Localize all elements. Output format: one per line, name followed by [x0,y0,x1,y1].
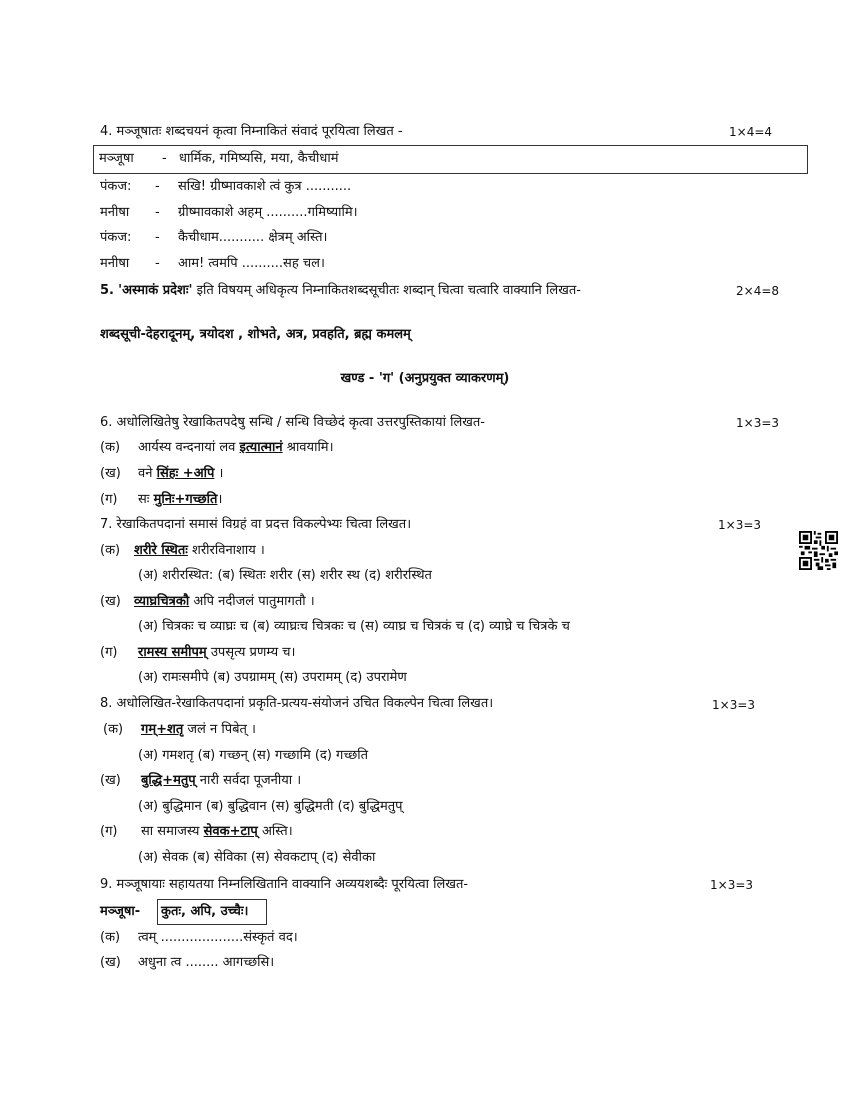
text-post: । [217,492,223,507]
question-text [138,644,295,662]
item-label: (ग) [100,824,118,839]
dialogue-text: कैचीधाम........... क्षेत्रम् अस्ति। [178,230,328,245]
options: (अ) सेवक (ब) सेविका (स) सेवकटाप् (द) सेवीका [138,850,376,865]
dialogue-speaker: मनीषा [100,205,130,220]
question-text [138,491,222,509]
q4-marks: 1×4=4 [729,125,773,139]
q5-wordlist: शब्दसूची-देहरादूनम्, त्रयोदश , शोभते, अत्र, प्रवहति, ब्रह्म कमलम् [100,327,411,342]
item-label: (क) [100,930,121,945]
item-label: (ख) [100,594,121,609]
item-label: (ख) [100,955,121,970]
underlined-word: बुद्धि+मतुप् [141,773,196,788]
question-text [141,823,293,841]
dialogue-text: सखि! ग्रीष्मावकाशे त्वं कुत्र ........... [178,179,352,194]
question-text: अधुना त्व ........ आगच्छसि। [138,955,275,970]
q4-word-box [93,145,808,174]
question-text [134,542,265,560]
q5-topic: 'अस्माकं प्रदेशः' [118,283,193,298]
dialogue-text: ग्रीष्मावकाशे अहम् ..........गमिष्यामि। [178,205,358,220]
item-label: (क) [100,440,121,455]
q8-marks: 1×3=3 [712,698,756,712]
q7-marks: 1×3=3 [718,518,762,532]
dialogue-dash: - [155,256,160,271]
underlined-word: व्याघ्रचित्रकौ [134,594,190,609]
q9-title: 9. मञ्जूषायाः सहायतया निम्नलिखितानि वाक्यानि अव्ययशब्दैः पूरयित्वा लिखत- [100,877,469,892]
underlined-word: गम्+शतृ [141,722,184,737]
q9-box-words: कुतः, अपि, उच्चैः। [161,904,249,919]
item-label: (ख) [100,773,121,788]
q7-title: 7. रेखाकितपदानां समासं विग्रहं वा प्रदत्त विकल्पेभ्यः चित्वा लिखत। [100,517,412,532]
q9-word-box [157,899,267,925]
question-text [138,439,334,457]
options: (अ) बुद्धिमान (ब) बुद्धिवान (स) बुद्धिमती (द) बुद्धिमतुप् [138,799,403,814]
dialogue-speaker: पंकज: [100,230,132,245]
q4-box-words: धार्मिक, गमिष्यसि, मया, कैचीधामं [179,151,339,166]
q9-box-label: मञ्जूषा- [100,904,141,919]
question-text: त्वम् ....................संस्कृतं वद। [138,930,298,945]
text-post: । [218,466,224,481]
underlined-word: रामस्य समीपम् [138,645,207,660]
dialogue-dash: - [155,179,160,194]
dialogue-text: आम! त्वमपि ..........सह चल। [178,256,325,271]
text-post: शरीरविनाशाय । [192,543,265,558]
q5-instruction: इति विषयम् अधिकृत्य निम्नाकितशब्दसूचीतः शब्दान् चित्वा चत्वारि वाक्यानि लिखत- [196,283,581,298]
q5-number: 5. [100,283,114,298]
text-pre: सः [138,492,150,507]
text-post: उपसृत्य प्रणम्य च। [210,645,296,660]
q8-title: 8. अधोलिखित-रेखाकितपदानां प्रकृति-प्रत्यय-संयोजनं उचित विकल्पेन चित्वा लिखत। [100,696,494,711]
text-post: जलं न पिबेत् । [187,722,256,737]
question-text [141,721,256,739]
underlined-word: शरीरे स्थितः [134,543,188,558]
q4-box-label: मञ्जूषा [99,151,134,166]
dialogue-dash: - [155,230,160,245]
text-pre: आर्यस्य वन्दनायां लव [138,440,236,455]
text-post: नारी सर्वदा पूजनीया । [199,773,302,788]
item-label: (ग) [100,645,118,660]
text-post: श्रावयामि। [286,440,334,455]
underlined-word: सेवक+टाप् [203,824,258,839]
q4-title: 4. मञ्जूषातः शब्दचयनं कृत्वा निम्नाकितं संवादं पूरयित्वा लिखत - [100,124,403,139]
underlined-word: इत्यात्मानं [239,440,283,455]
text-pre: सा समाजस्य [141,824,200,839]
dialogue-speaker: पंकज: [100,179,132,194]
q5-title [100,282,581,300]
q4-box-dash: - [162,151,167,166]
options: (अ) रामःसमीपे (ब) उपग्रामम् (स) उपरामम् (द) उपरामेण [138,670,407,685]
item-label: (क) [100,543,121,558]
section-heading: खण्ड - 'ग' (अनुप्रयुक्त व्याकरणम्) [340,371,510,386]
underlined-word: मुनिः+गच्छति [153,492,218,507]
options: (अ) शरीरस्थित: (ब) स्थितः शरीर (स) शरीर स्थ (द) शरीरस्थित [138,568,432,583]
options: (अ) चित्रकः च व्याघ्रः च (ब) व्याघ्रःच चित्रकः च (स) व्याघ्र च चित्रकं च (द) व्याघ्रे च चित्रके च [138,619,570,634]
item-label: (ख) [100,466,121,481]
dialogue-dash: - [155,205,160,220]
question-text [134,593,315,611]
item-label: (ग) [100,492,118,507]
q6-title: 6. अधोलिखितेषु रेखाकितपदेषु सन्धि / सन्धि विच्छेदं कृत्वा उत्तरपुस्तिकायां लिखत- [100,415,485,430]
q6-marks: 1×3=3 [736,416,780,430]
qr-code [799,531,838,570]
item-label: (क) [103,722,124,737]
text-post: अपि नदीजलं पातुमागतौ । [193,594,315,609]
text-post: अस्ति। [261,824,293,839]
q5-marks: 2×4=8 [736,284,780,298]
dialogue-speaker: मनीषा [100,256,130,271]
options: (अ) गमशतृ (ब) गच्छन् (स) गच्छामि (द) गच्छति [138,748,369,763]
underlined-word: सिंहः +अपि [156,466,215,481]
question-text [141,772,301,790]
question-text [138,465,223,483]
text-pre: वने [138,466,153,481]
q9-marks: 1×3=3 [710,878,754,892]
